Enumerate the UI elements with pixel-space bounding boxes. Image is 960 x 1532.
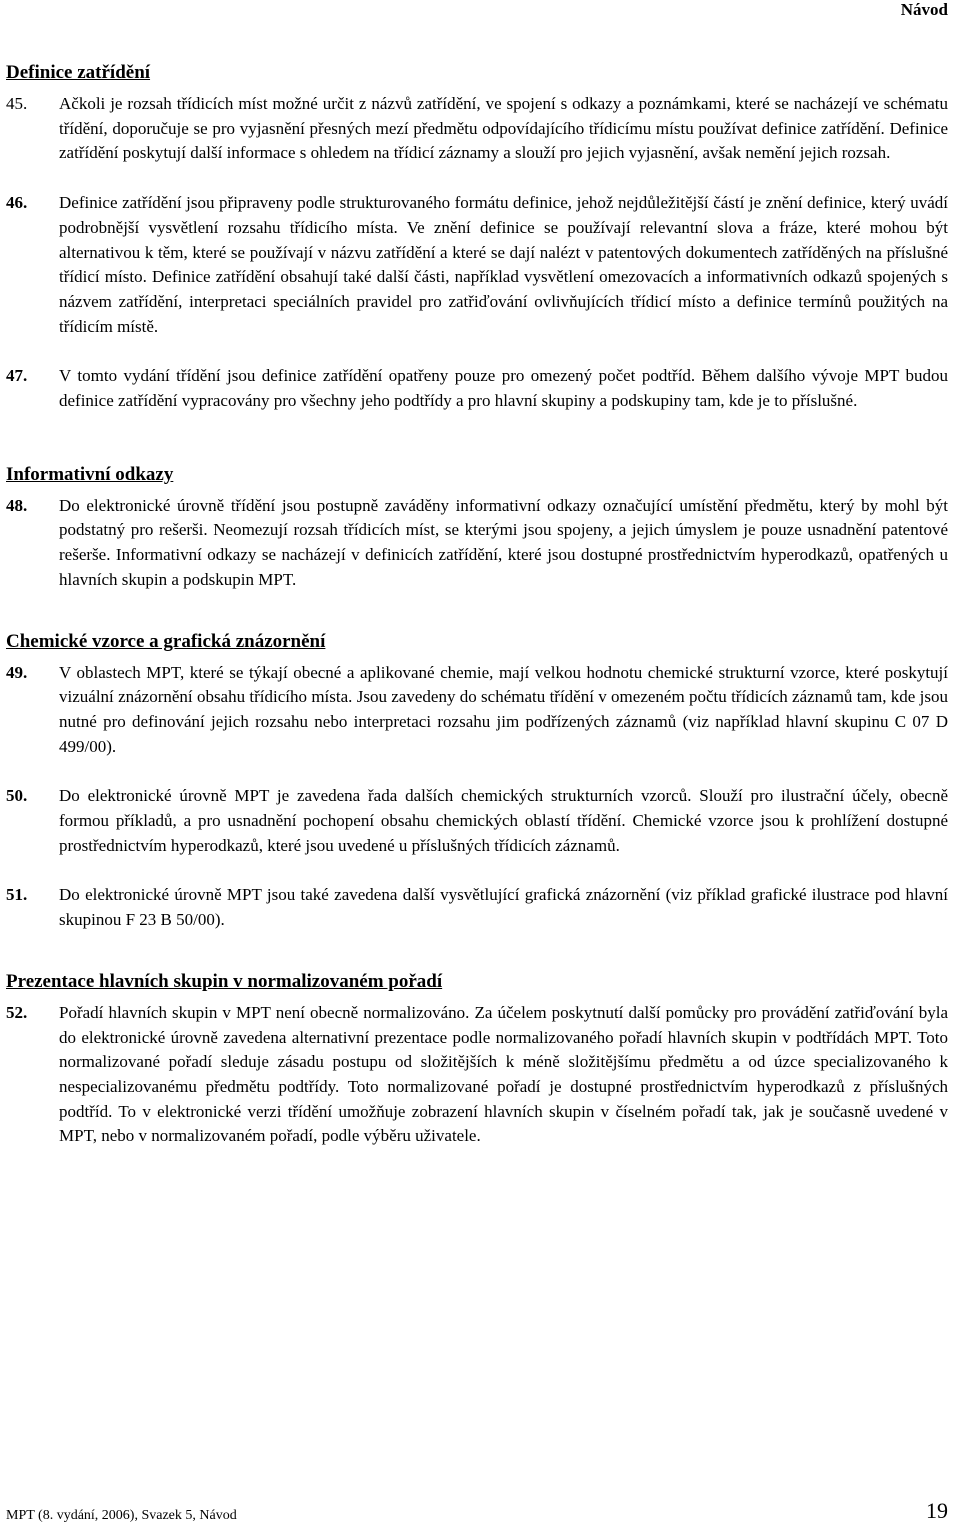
paragraph-50: [6, 784, 948, 858]
footer-citation: MPT (8. vydání, 2006), Svazek 5, Návod: [6, 1508, 237, 1523]
paragraph-46: [6, 191, 948, 339]
paragraph-48: [6, 494, 948, 593]
document-body: [6, 60, 948, 1149]
paragraph-number: 46.: [6, 193, 28, 213]
paragraph-text: Pořadí hlavních skupin v MPT není obecně normalizováno. Za účelem poskytnutí další pomůcky pro provádění zatřiďování byla do elektronické úrovně zavedena alternativní prezentace podle normalizovaného pořadí hlavních skupin v podtřídách MPT. Toto normalizované pořadí sleduje zásadu postupu od složitějších k méně složitějšímu předmětu a od úzce specializovaného k nespecializovanému předmětu podtřídy. Toto normalizované pořadí je dostupné prostřednictvím hyperodkazů z příslušných podtříd. To v elektronické verzi třídění umožňuje zobrazení hlavních skupin v číselném pořadí tak, jak je současně uvedené v MPT, nebo v normalizovaném pořadí, podle výběru uživatele.: [59, 1002, 948, 1146]
paragraph-text: Do elektronické úrovně třídění jsou postupně zaváděny informativní odkazy označující umístění předmětu, který by mohl být podstatný pro rešerši. Neomezují rozsah třídicích míst, se kterými jsou spojeny, a jejich úmyslem je pouze usnadnění patentové rešerše. Informativní odkazy se nacházejí v definicích zatřídění, které jsou dostupné prostřednictvím hyperodkazů, opatřených u hlavních skupin a podskupin MPT.: [59, 495, 948, 589]
paragraph-number: 48.: [6, 495, 28, 515]
section-heading-definice: Definice zatřídění: [6, 62, 151, 83]
paragraph-number: 51.: [6, 885, 28, 905]
paragraph-52: [6, 1001, 948, 1149]
paragraph-text: V oblastech MPT, které se týkají obecné a aplikované chemie, mají velkou hodnotu chemické strukturní vzorce, které poskytují vizuální znázornění obsahu třídicího místa. Jsou zavedeny do schématu třídění v omezeném počtu třídicích záznamů tam, kde jsou nutné pro definování jejich rozsahu nebo interpretaci rozsahu jim podřízených záznamů (viz například hlavní skupinu C 07 D 499/00).: [59, 662, 948, 756]
paragraph-text: Definice zatřídění jsou připraveny podle strukturovaného formátu definice, jehož nejdůležitější částí je znění definice, který uvádí podrobnější vysvětlení rozsahu třídicího místa. Ve znění definice se používají relevantní slova a fráze, které mohou být alternativou k těm, které se používají v názvu zatřídění a které se dají nalézt v patentových dokumentech zatříděných na příslušné třídicí místo. Definice zatřídění obsahují také další části, například vysvětlení omezovacích a informativních odkazů spojených s názvem zatřídění, interpretaci speciálních pravidel pro zatřiďování ovlivňujících třídicí místo a definice termínů použitých na třídicím místě.: [59, 193, 948, 336]
section-heading-chemicke-vzorce: Chemické vzorce a grafická znázornění: [6, 630, 326, 652]
paragraph-51: [6, 883, 948, 932]
paragraph-text: V tomto vydání třídění jsou definice zatřídění opatřeny pouze pro omezený počet podtříd. Během dalšího vývoje MPT budou definice zatřídění vypracovány pro všechny jeho podtřídy a pro hlavní skupiny a podskupiny tam, kde je to příslušné.: [59, 366, 948, 411]
paragraph-47: [6, 364, 948, 413]
page-number: 19: [926, 1498, 948, 1523]
paragraph-number: 47.: [6, 366, 28, 386]
paragraph-text: Do elektronické úrovně MPT je zavedena řada dalších chemických strukturních vzorců. Slouží pro ilustrační účely, obecně formou příkladů, a pro usnadnění pochopení obsahu chemických oblastí třídění. Chemické vzorce jsou k prohlížení dostupné prostřednictvím hyperodkazů, které jsou uvedené u příslušných třídicích záznamů.: [59, 786, 948, 855]
paragraph-number: 49.: [6, 662, 28, 682]
paragraph-number: 45.: [6, 94, 28, 113]
section-heading-informativni-odkazy: Informativní odkazy: [6, 463, 174, 485]
paragraph-number: 52.: [6, 1002, 28, 1022]
section-heading-prezentace: Prezentace hlavních skupin v normalizovaném pořadí: [6, 970, 443, 992]
paragraph-text: Ačkoli je rozsah třídicích míst možné určit z názvů zatřídění, ve spojení s odkazy a poznámkami, které se nacházejí ve schématu třídění, doporučuje se pro vyjasnění přesných mezí předmětu odpovídajícího třídicímu místu používat definice zatřídění. Definice zatřídění poskytují další informace s ohledem na třídicí záznamy a slouží pro jejich vyjasnění, avšak nemění jejich rozsah.: [59, 94, 948, 163]
paragraph-text: Do elektronické úrovně MPT jsou také zavedena další vysvětlující grafická znázornění (viz příklad grafické ilustrace pod hlavní skupinou F 23 B 50/00).: [59, 885, 948, 930]
paragraph-49: [6, 661, 948, 760]
paragraph-45: [6, 92, 948, 166]
running-header: Návod: [900, 0, 948, 19]
paragraph-number: 50.: [6, 786, 28, 806]
